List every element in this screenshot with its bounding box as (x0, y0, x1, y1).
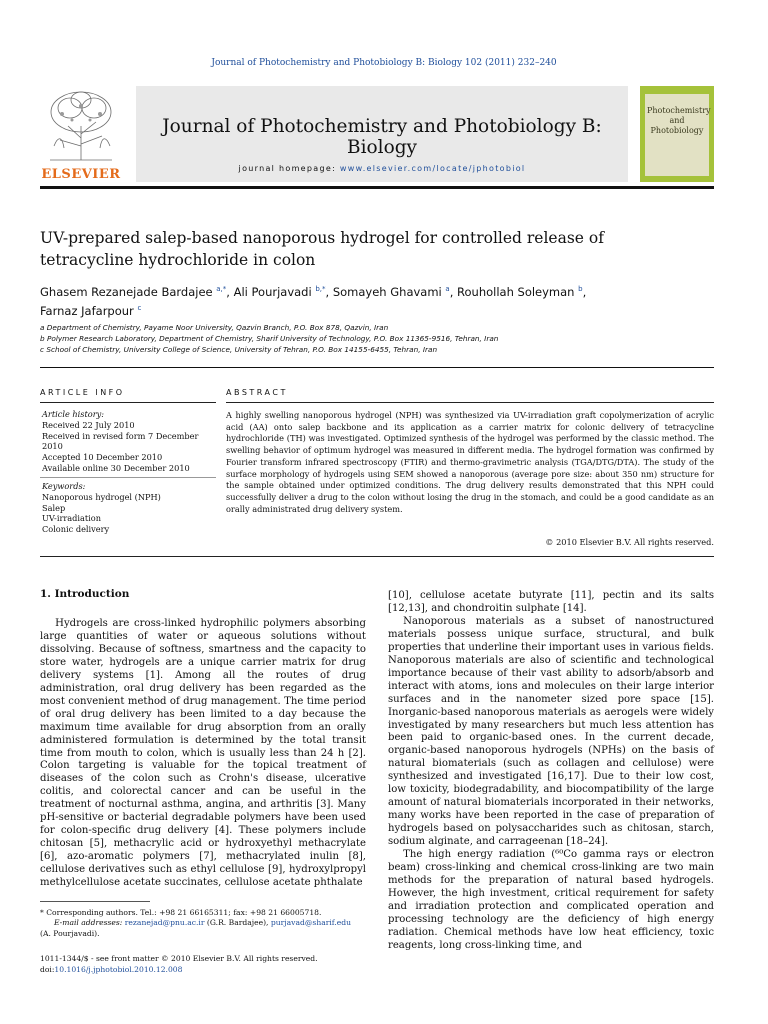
email-link[interactable]: purjavad@sharif.edu (270, 918, 351, 928)
email-label: E-mail addresses: (54, 918, 123, 928)
author-name[interactable]: Farnaz Jafarpour (40, 303, 134, 318)
elsevier-wordmark: ELSEVIER (41, 167, 121, 182)
left-column (40, 618, 366, 890)
corresponding-info: * Corresponding authors. Tel.: +98 21 66165311; fax: +98 21 66005718. (40, 908, 322, 917)
affil-rule (40, 367, 714, 368)
corresponding-footnote (40, 908, 370, 939)
body-paragraph: The high energy radiation (⁶⁰Co gamma rays or electron beam) cross-linking and chemical cross-linking are two main methods for the preparation of natural based hydrogels. However, the high investment, critical requirement for safety and irradiation protection and complicated operation and processing technology are the deficiency of high energy radiation. Chemical methods have low heat efficiency, toxic reagents, long cross-linking time, and (388, 849, 714, 951)
journal-homepage (136, 164, 628, 173)
article-info-rule (40, 402, 216, 403)
footnote-rule (40, 901, 150, 902)
issn-line: 1011-1344/$ - see front matter © 2010 Elsevier B.V. All rights reserved. (40, 954, 318, 963)
abstract-heading: ABSTRACT (226, 388, 288, 397)
article-info-heading: ARTICLE INFO (40, 388, 125, 397)
history-item: Available online 30 December 2010 (42, 462, 190, 473)
abstract-bottom-rule (40, 556, 714, 557)
section-heading-introduction: 1. Introduction (40, 588, 130, 600)
affiliations (40, 322, 700, 355)
author-affil-marker[interactable]: b (578, 285, 583, 293)
tree-logo-icon (40, 86, 122, 164)
cover-panel (645, 94, 709, 176)
homepage-prefix: journal homepage: (238, 164, 340, 173)
keyword-item: UV-irradiation (42, 513, 102, 524)
article-history (42, 409, 217, 474)
homepage-link[interactable]: www.elsevier.com/locate/jphotobiol (339, 164, 526, 173)
keyword-item: Nanoporous hydrogel (NPH) (42, 491, 161, 502)
info-divider (40, 477, 216, 478)
journal-cover-thumbnail[interactable] (640, 86, 714, 182)
affiliation-item: a Department of Chemistry, Payame Noor University, Qazvin Branch, P.O. Box 878, Qazvin, Iran (40, 323, 389, 332)
keyword-item: Salep (42, 502, 66, 513)
cover-title: Photochemistry and Photobiology (647, 106, 711, 135)
right-column (388, 590, 714, 953)
author-name[interactable]: Ghasem Rezanejade Bardajee (40, 284, 213, 299)
keyword-item: Colonic delivery (42, 524, 110, 535)
abstract-copyright: © 2010 Elsevier B.V. All rights reserved. (545, 537, 714, 547)
author-name[interactable]: Somayeh Ghavami (332, 284, 442, 299)
history-item: Received 22 July 2010 (42, 419, 135, 430)
email-owner: (A. Pourjavadi). (40, 928, 100, 938)
email-line (40, 918, 370, 928)
affiliation-item: b Polymer Research Laboratory, Department of Chemistry, Sharif University of Technology, P.O. Box 11365-9516, Tehran, Iran (40, 334, 499, 343)
email-owner: (G.R. Bardajee), (204, 918, 269, 928)
affiliation-item: c School of Chemistry, University College of Science, University of Tehran, P.O. Box 14155-6455, Tehran, Iran (40, 345, 438, 354)
body-paragraph: [10], cellulose acetate butyrate [11], pectin and its salts [12,13], and chondroitin sulphate [14]. (388, 590, 714, 614)
article-title: UV-prepared salep-based nanoporous hydrogel for controlled release of tetracycline hydrochloride in colon (40, 229, 604, 269)
author-affil-marker[interactable]: b,* (315, 285, 326, 293)
issn-doi (40, 953, 370, 975)
author-affil-marker[interactable]: a (445, 285, 450, 293)
header-rule (40, 186, 714, 189)
author-name[interactable]: Ali Pourjavadi (233, 284, 312, 299)
author-affil-marker[interactable]: c (137, 303, 142, 312)
journal-banner (136, 86, 628, 182)
body-paragraph: Nanoporous materials as a subset of nanostructured materials possess unique surface, structural, and bulk properties that underline their important uses in various fields. Nanoporous materials are also of scientific and technological importance because of their vast ability to adsorb/absorb and interact with atoms, ions and molecules on their large interior surfaces and in the nanometer sized pore space [15]. Inorganic-based nanoporous materials as aerogels were widely investigated by many researchers but much less attention has been paid to organic-based ones. In the current decade, organic-based nanoporous hydrogels (NPHs) on the basis of natural biomaterials (such as collagen and cellulose) were synthesized and investigated [16,17]. Due to their low cost, low toxicity, biodegradability, and biocompatibility of the large amount of natural biomaterials incorporated in their networks, many works have been reported in the case of preparation of hydrogels based on polysaccharides such as chitosan, starch, sodium alginate, and carrageenan [18–24]. (388, 615, 714, 848)
elsevier-logo[interactable] (40, 86, 122, 182)
author-affil-marker[interactable]: a,* (216, 285, 227, 293)
author-list: Ghasem Rezanejade Bardajee $^{a,*}$, Ali Pourjavadi $^{b,*}$, Somayeh Ghavami $^a$, Rouhollah Soleyman $^b$, Farnaz Jafarpour $^c$ (40, 284, 587, 318)
doi-line (40, 964, 370, 975)
abstract-text: A highly swelling nanoporous hydrogel (NPH) was synthesized via UV-irradiation graft copolymerization of acrylic acid (AA) onto salep backbone and its application as a carrier matrix for colonic delivery of tetracycline hydrochloride (TH) was investigated. Optimized synthesis of the hydrogel was performed by the classic method. The swelling behavior of optimum hydrogel was measured in different media. The hydrogel formation was confirmed by Fourier transform infrared spectroscopy (FTIR) and thermo-gravimetric analysis (TGA/DTG/DTA). The study of the surface morphology of hydrogels using SEM showed a nanoporous (average pore size: about 350 nm) structure for the sample obtained under optimized conditions. The drug delivery results demonstrated that this NPH could successfully deliver a drug to the colon without losing the drug in the stomach, and could be a good candidate as an orally administrated drug delivery system. (226, 410, 714, 514)
history-item: Received in revised form 7 December 2010 (42, 430, 199, 452)
author-name[interactable]: Rouhollah Soleyman (457, 284, 575, 299)
journal-citation[interactable]: Journal of Photochemistry and Photobiology B: Biology 102 (2011) 232–240 (211, 58, 557, 68)
email-link[interactable]: rezanejad@pnu.ac.ir (124, 918, 205, 928)
keywords (42, 481, 217, 535)
doi-link[interactable]: 10.1016/j.jphotobiol.2010.12.008 (54, 965, 183, 974)
keywords-label: Keywords: (42, 481, 86, 491)
journal-title: Journal of Photochemistry and Photobiology B: Biology (162, 116, 602, 158)
body-paragraph: Hydrogels are cross-linked hydrophilic polymers absorbing large quantities of water or aqueous solutions without dissolving. Because of softness, smartness and the capacity to store water, hydrogels are a unique carrier matrix for drug delivery systems [1]. Among all the routes of drug administration, oral drug delivery has been regarded as the most convenient method of drug management. The time period of oral drug delivery has been limited to a day because the maximum time available for drug absorption from an orally administered formulation is determined by the total transit time from mouth to colon, which is usually less than 24 h [2]. Colon targeting is valuable for the topical treatment of diseases of the colon such as Crohn's disease, ulcerative colitis, and colorectal cancer and can be useful in the treatment of nocturnal asthma, angina, and arthritis [3]. Many pH-sensitive or bacterial degradable polymers have been used for colon-specific drug delivery [4]. These polymers include chitosan [5], methacrylic acid or hydroxyethyl methacrylate [6], azo-aromatic polymers [7], methacrylated inulin [8], cellulose derivatives such as ethyl cellulose [9], hydroxylpropyl methylcellulose acetate succinates, cellulose acetate phthalate (40, 618, 366, 889)
history-item: Accepted 10 December 2010 (42, 452, 163, 463)
doi-prefix: doi: (40, 965, 55, 974)
abstract-rule (226, 402, 714, 403)
history-label: Article history: (42, 409, 104, 419)
